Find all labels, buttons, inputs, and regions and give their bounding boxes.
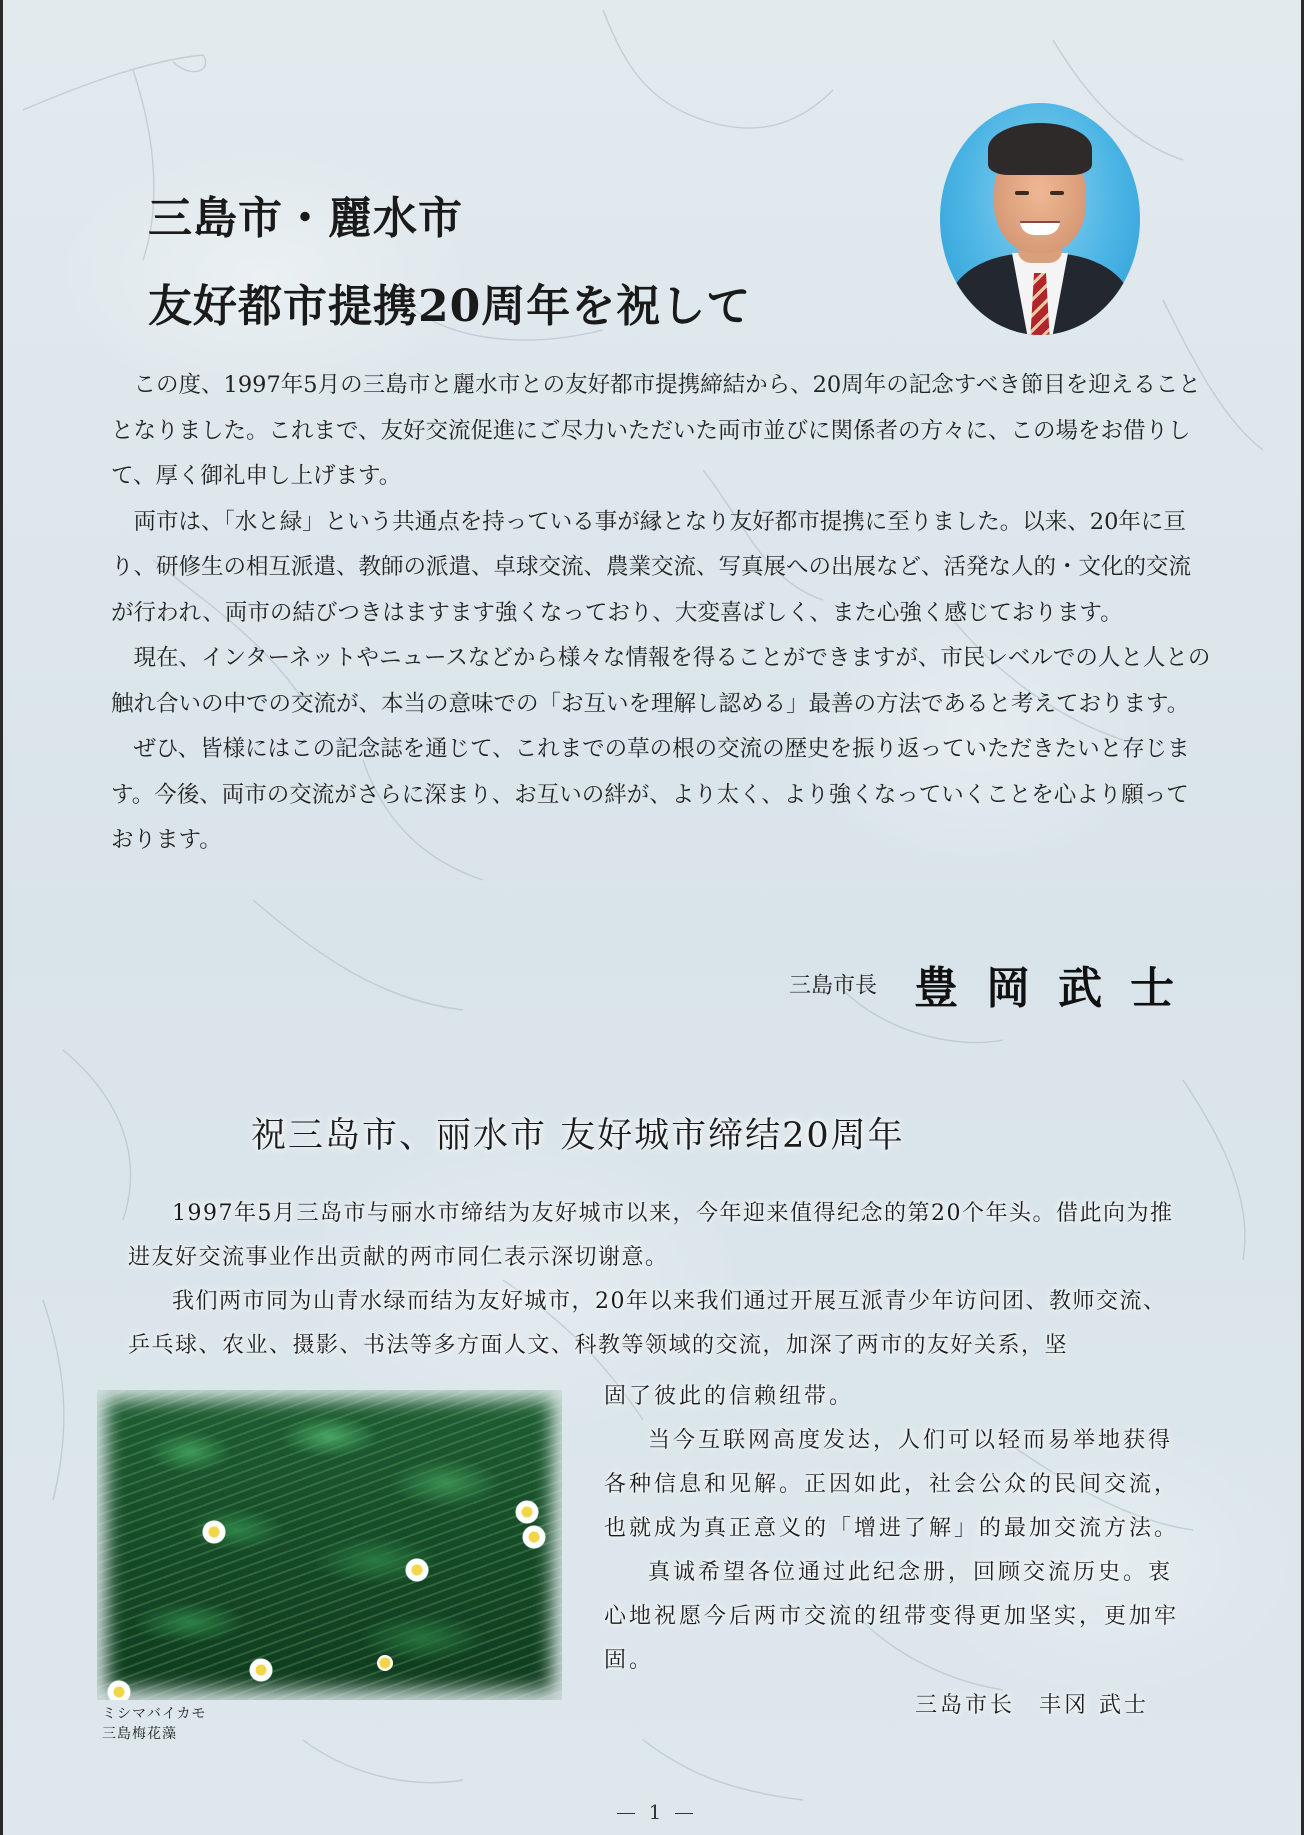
chinese-paragraph: 当今互联网高度发达，人们可以轻而易举地获得各种信息和见解。正因如此，社会公众的民间交流，也就成为真正意义的「增进了解」的最加交流方法。 xyxy=(604,1428,1180,1541)
japanese-title xyxy=(148,175,751,351)
chinese-title: 祝三岛市、丽水市 友好城市缔结20周年 xyxy=(251,1116,905,1156)
dash-right xyxy=(675,1813,693,1814)
photo-caption-line1: ミシマバイカモ xyxy=(102,1706,207,1722)
japanese-signature xyxy=(789,952,1202,1016)
japanese-signature-name: 豊岡武士 xyxy=(914,963,1203,1014)
baikamo-photo xyxy=(97,1390,562,1700)
portrait-hair xyxy=(988,123,1092,175)
japanese-paragraph: この度、1997年5月の三島市と麗水市との友好都市提携締結から、20周年の記念すべき節目を迎えることとなりました。これまで、友好交流促進にご尽力いただいた両市並びに関係者の方々に、この場をお借りして、厚く御礼申し上げます。 xyxy=(111,372,1201,489)
mayor-portrait xyxy=(940,103,1140,335)
chinese-signature-name: 丰冈 武士 xyxy=(1039,1693,1150,1718)
japanese-paragraph: 両市は、「水と緑」という共通点を持っている事が縁となり友好都市提携に至りました。以来、20年に亘り、研修生の相互派遣、教師の派遣、卓球交流、農業交流、写真展への出展など、活発な人的・文化的交流が行われ、両市の結びつきはますます強くなっており、大変喜ばしく、また心強く感じております。 xyxy=(111,508,1192,626)
chinese-paragraph: 真诚希望各位通过此纪念册，回顾交流历史。衷心地祝愿今后两市交流的纽带变得更加坚实，更加牢固。 xyxy=(604,1560,1180,1673)
flower-icon xyxy=(249,1658,273,1682)
photo-caption-line2: 三島梅花藻 xyxy=(102,1726,177,1742)
chinese-paragraph: 我们两市同为山青水绿而结为友好城市，20年以来我们通过开展互派青少年访问团、教师交流、乒乓球、农业、摄影、书法等多方面人文、科教等领域的交流，加深了两市的友好关系，坚 xyxy=(128,1289,1167,1358)
chinese-paragraph: 1997年5月三岛市与丽水市缔结为友好城市以来，今年迎来值得纪念的第20个年头。借此向为推进友好交流事业作出贡献的两市同仁表示深切谢意。 xyxy=(128,1201,1174,1270)
chinese-paragraph: 固了彼此的信赖纽带。 xyxy=(604,1384,855,1409)
flower-icon xyxy=(202,1520,226,1544)
dash-left xyxy=(617,1813,635,1814)
japanese-paragraph: 現在、インターネットやニュースなどから様々な情報を得ることができますが、市民レベルでの人と人との触れ合いの中での交流が、本当の意味での「お互いを理解し認める」最善の方法であると考えております。 xyxy=(111,645,1211,717)
portrait-eye-left xyxy=(1015,191,1029,195)
flower-icon xyxy=(515,1500,539,1524)
photo-caption xyxy=(102,1704,206,1744)
flower-icon xyxy=(377,1655,393,1671)
japanese-signature-role: 三島市長 xyxy=(789,973,878,999)
japanese-paragraph: ぜひ、皆様にはこの記念誌を通じて、これまでの草の根の交流の歴史を振り返っていただきたいと存じます。今後、両市の交流がさらに深まり、お互いの絆が、より太く、より強くなっていくことを心より願っております。 xyxy=(111,736,1190,853)
japanese-message xyxy=(111,363,1211,864)
chinese-signature-role: 三岛市长 xyxy=(915,1693,1016,1718)
flower-icon xyxy=(522,1525,546,1549)
chinese-message-right-column xyxy=(604,1375,1189,1683)
portrait-eye-right xyxy=(1050,191,1064,195)
page-number-value: 1 xyxy=(648,1800,662,1824)
flower-icon xyxy=(107,1680,131,1700)
flower-icon xyxy=(402,1555,432,1585)
chinese-message-full-width xyxy=(128,1192,1188,1368)
japanese-title-line1: 三島市・麗水市 xyxy=(148,193,463,244)
japanese-title-line2: 友好都市提携20周年を祝して xyxy=(148,281,752,332)
chinese-signature xyxy=(915,1688,1149,1719)
page-number xyxy=(3,1800,1304,1824)
